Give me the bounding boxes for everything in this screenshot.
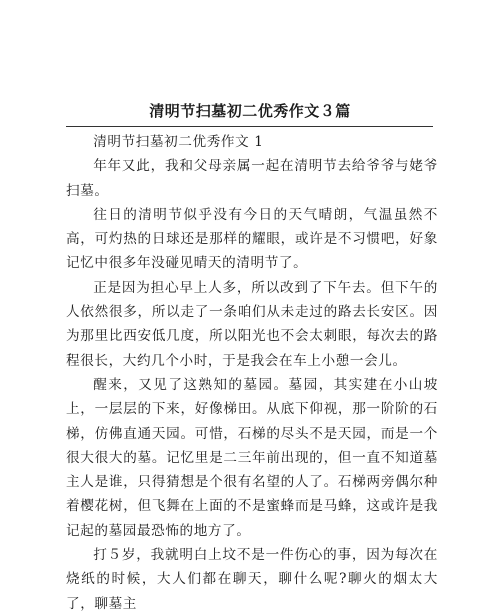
paragraph: 往日的清明节似乎没有今日的天气晴朗，气温虽然不高，可灼热的日球还是那样的耀眼，或许是不习惯吧，好象记忆中很多年没碰见晴天的清明节了。 xyxy=(66,206,438,272)
paragraph: 醒来，又见了这熟知的墓园。墓园，其实建在小山坡上，一层层的下来，好像梯田。从底下仰视，那一阶阶的石梯，仿佛直通天园。可惜，石梯的尽头不是天园，而是一个很大很大的墓。记忆里是二三年前出现的，但一直不知道墓主人是谁，只得猜想是个很有名望的人了。石梯两旁偶尔种着樱花树，但飞舞在上面的不是蜜蜂而是马蜂，这或许是我记起的墓园最恐怖的地方了。 xyxy=(66,376,438,539)
title-divider xyxy=(66,126,433,127)
document-body xyxy=(66,130,438,616)
paragraph: 年年又此，我和父母亲属一起在清明节去给爷爷与姥爷扫墓。 xyxy=(66,158,438,199)
essay-heading: 清明节扫墓初二优秀作文 1 xyxy=(93,134,264,150)
document-title: 清明节扫墓初二优秀作文３篇 xyxy=(149,102,351,120)
paragraph: 打５岁，我就明白上坟不是一件伤心的事，因为每次在烧纸的时候，大人们都在聊天，聊什么呢?聊火的烟太大了，聊墓主 xyxy=(66,547,438,612)
paragraph: 正是因为担心早上人多，所以改到了下午去。但下午的人依然很多，所以走了一条咱们从未走过的路去长安区。因为那里比西安低几度，所以阳光也不会太刺眼，每次去的路程很长，大约几个小时，于是我会在车上小憩一会儿。 xyxy=(66,279,438,369)
